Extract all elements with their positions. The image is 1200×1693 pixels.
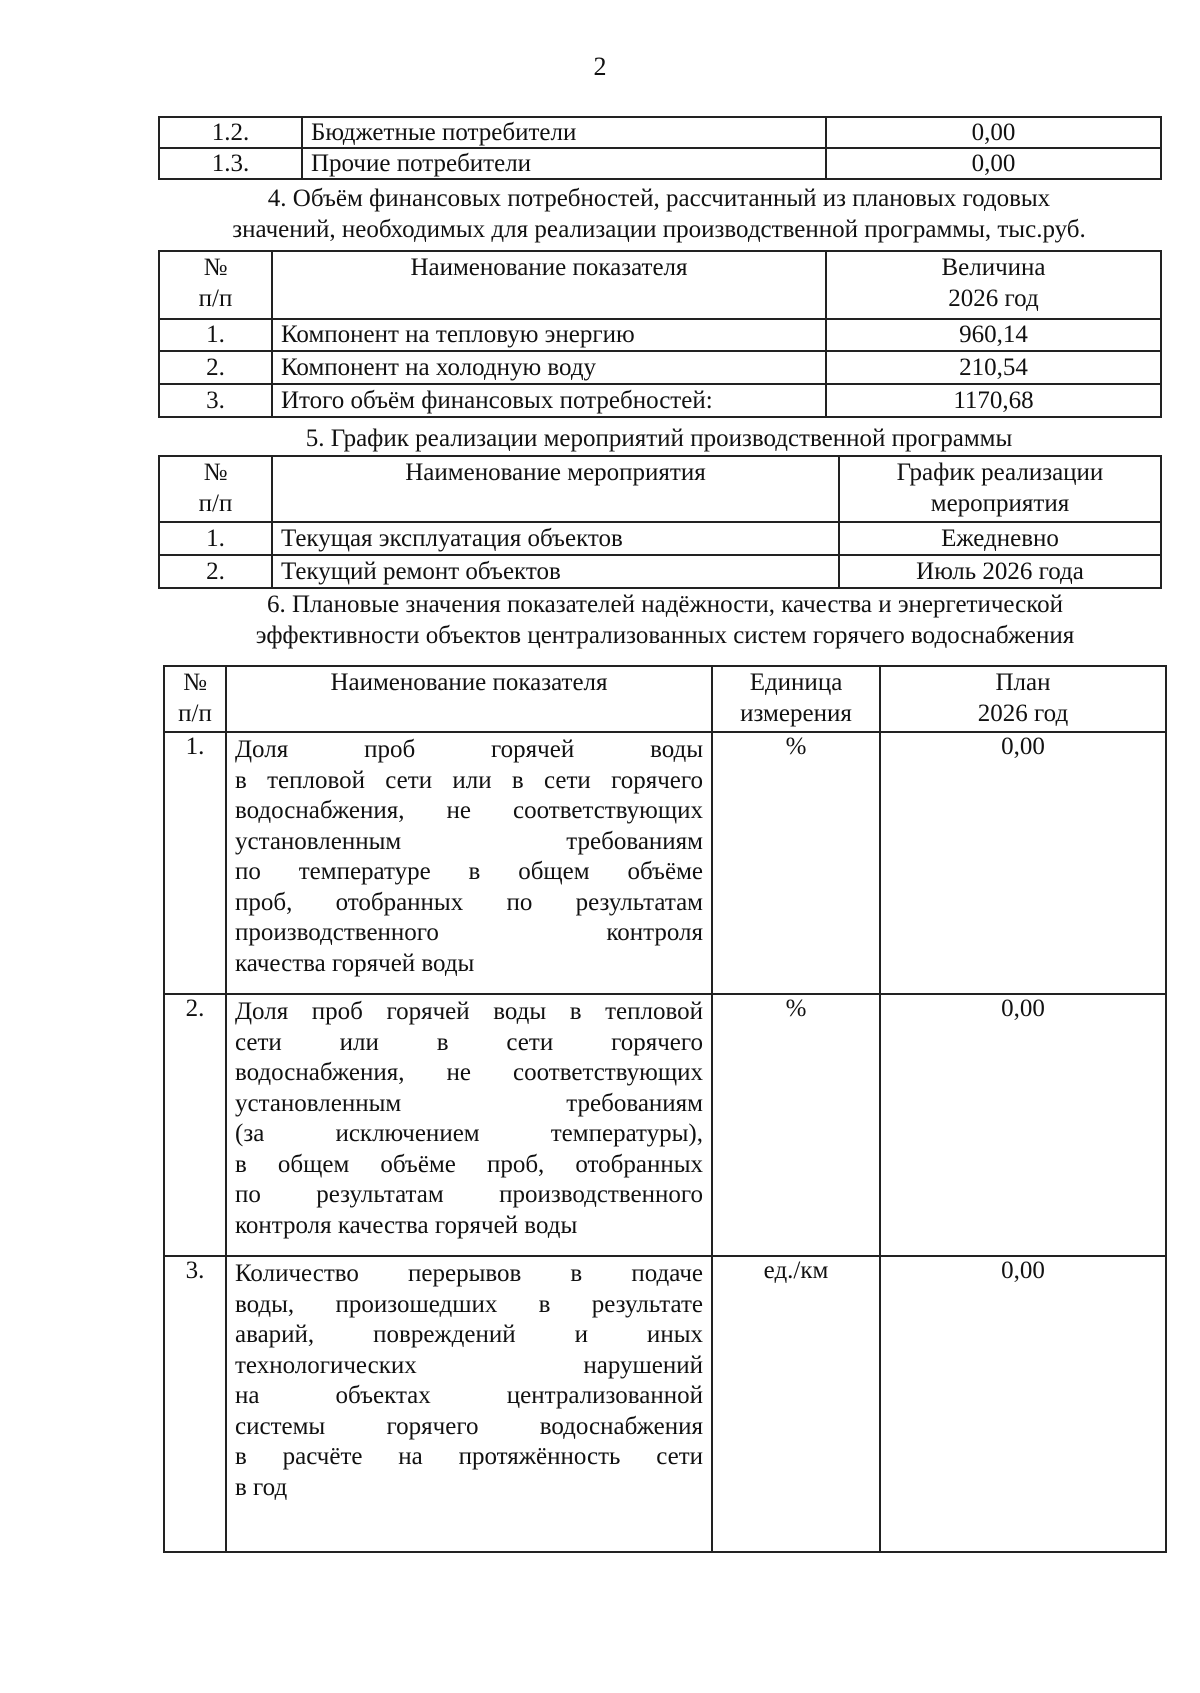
row-name-line: воды, произошедших в результате	[235, 1290, 703, 1318]
row-name: Текущая эксплуатация объектов	[272, 522, 839, 555]
table-header-row	[164, 666, 1166, 732]
header-number: № п/п	[159, 251, 272, 319]
row-number: 1.	[159, 319, 272, 351]
row-name-line: сети или в сети горячего	[235, 1028, 703, 1056]
row-name-line: по результатам производственного	[235, 1181, 703, 1208]
row-plan: 0,00	[880, 732, 1166, 994]
row-value: 960,14	[826, 319, 1161, 351]
row-plan: 0,00	[880, 994, 1166, 1256]
row-name: Бюджетные потребители	[302, 117, 826, 148]
row-number: 2.	[159, 555, 272, 588]
row-name-line: по температуре в общем объёме	[235, 858, 703, 885]
row-name-line: в расчёте на протяжённость сети	[235, 1443, 703, 1470]
row-schedule: Ежедневно	[839, 522, 1161, 555]
table-row	[159, 522, 1161, 555]
section-4-heading	[158, 183, 1160, 245]
section-4-heading-line1: 4. Объём финансовых потребностей, рассчитанный из плановых годовых	[267, 185, 1051, 212]
row-name-line: производственного контроля	[235, 919, 703, 946]
row-unit: %	[712, 732, 880, 994]
section-5-heading	[158, 423, 1160, 454]
row-name-line: Доля проб горячей воды в тепловой	[235, 998, 703, 1025]
table-header-row	[159, 251, 1161, 319]
table-row	[159, 555, 1161, 588]
row-unit: %	[712, 994, 880, 1256]
table-row	[159, 351, 1161, 384]
header-name: Наименование мероприятия	[272, 456, 839, 522]
reliability-indicators-table	[163, 665, 1167, 1553]
table-row	[159, 319, 1161, 351]
row-name-line: проб, отобранных по результатам	[235, 888, 703, 916]
page-number: 2	[593, 52, 607, 81]
row-value: 210,54	[826, 351, 1161, 384]
row-unit: ед./км	[712, 1256, 880, 1552]
row-name-line: в тепловой сети или в сети горячего	[235, 766, 703, 794]
row-value: 0,00	[826, 117, 1161, 148]
row-name-line: в год	[235, 1473, 288, 1501]
schedule-table	[158, 455, 1162, 589]
table-header-row	[159, 456, 1161, 522]
header-unit: Единица измерения	[712, 666, 880, 732]
consumers-table	[158, 116, 1162, 180]
row-name-line: качества горячей воды	[235, 949, 475, 977]
header-value: Величина 2026 год	[826, 251, 1161, 319]
row-name-line: аварий, повреждений и иных	[235, 1321, 703, 1348]
header-plan: План 2026 год	[880, 666, 1166, 732]
row-number: 1.	[164, 732, 226, 994]
row-name-line: Количество перерывов в подаче	[235, 1260, 703, 1287]
row-name-line: водоснабжения, не соответствующих	[235, 1059, 703, 1086]
row-name: Текущий ремонт объектов	[272, 555, 839, 588]
row-name-line: установленным требованиям	[235, 827, 703, 855]
row-name	[226, 732, 712, 994]
section-6-heading-line2: эффективности объектов централизованных систем горячего водоснабжения	[255, 622, 1075, 649]
row-name-line: в общем объёме проб, отобранных	[235, 1150, 703, 1178]
row-number: 1.3.	[159, 148, 302, 179]
row-name: Компонент на холодную воду	[272, 351, 826, 384]
row-name-line: Доля проб горячей воды	[235, 736, 703, 763]
header-name: Наименование показателя	[226, 666, 712, 732]
row-name-line: водоснабжения, не соответствующих	[235, 797, 703, 824]
section-6-heading	[170, 589, 1160, 651]
row-number: 3.	[164, 1256, 226, 1552]
financial-needs-table	[158, 250, 1162, 418]
table-row	[164, 732, 1166, 994]
section-4-heading-line2: значений, необходимых для реализации производственной программы, тыс.руб.	[232, 216, 1086, 243]
row-name	[226, 1256, 712, 1552]
row-schedule: Июль 2026 года	[839, 555, 1161, 588]
row-plan: 0,00	[880, 1256, 1166, 1552]
row-number: 2.	[164, 994, 226, 1256]
row-number: 1.2.	[159, 117, 302, 148]
section-6-heading-line1: 6. Плановые значения показателей надёжности, качества и энергетической	[266, 591, 1064, 618]
table-row	[159, 117, 1161, 148]
row-name	[226, 994, 712, 1256]
row-name: Компонент на тепловую энергию	[272, 319, 826, 351]
table-row	[159, 148, 1161, 179]
table-row	[159, 384, 1161, 417]
table-row	[164, 1256, 1166, 1552]
header-schedule: График реализации мероприятия	[839, 456, 1161, 522]
row-name: Прочие потребители	[302, 148, 826, 179]
row-name-line: контроля качества горячей воды	[235, 1211, 578, 1239]
row-name-line: системы горячего водоснабжения	[235, 1412, 703, 1440]
row-name-line: на объектах централизованной	[235, 1382, 703, 1409]
row-number: 3.	[159, 384, 272, 417]
header-number: № п/п	[164, 666, 226, 732]
header-number: № п/п	[159, 456, 272, 522]
row-value: 0,00	[826, 148, 1161, 179]
row-value: 1170,68	[826, 384, 1161, 417]
table-row	[164, 994, 1166, 1256]
row-number: 2.	[159, 351, 272, 384]
row-name-line: (за исключением температуры),	[235, 1120, 703, 1147]
header-name: Наименование показателя	[272, 251, 826, 319]
row-name-line: технологических нарушений	[235, 1351, 703, 1379]
row-name: Итого объём финансовых потребностей:	[272, 384, 826, 417]
section-5-heading-line: 5. График реализации мероприятий производственной программы	[305, 425, 1013, 452]
row-number: 1.	[159, 522, 272, 555]
row-name-line: установленным требованиям	[235, 1089, 703, 1117]
